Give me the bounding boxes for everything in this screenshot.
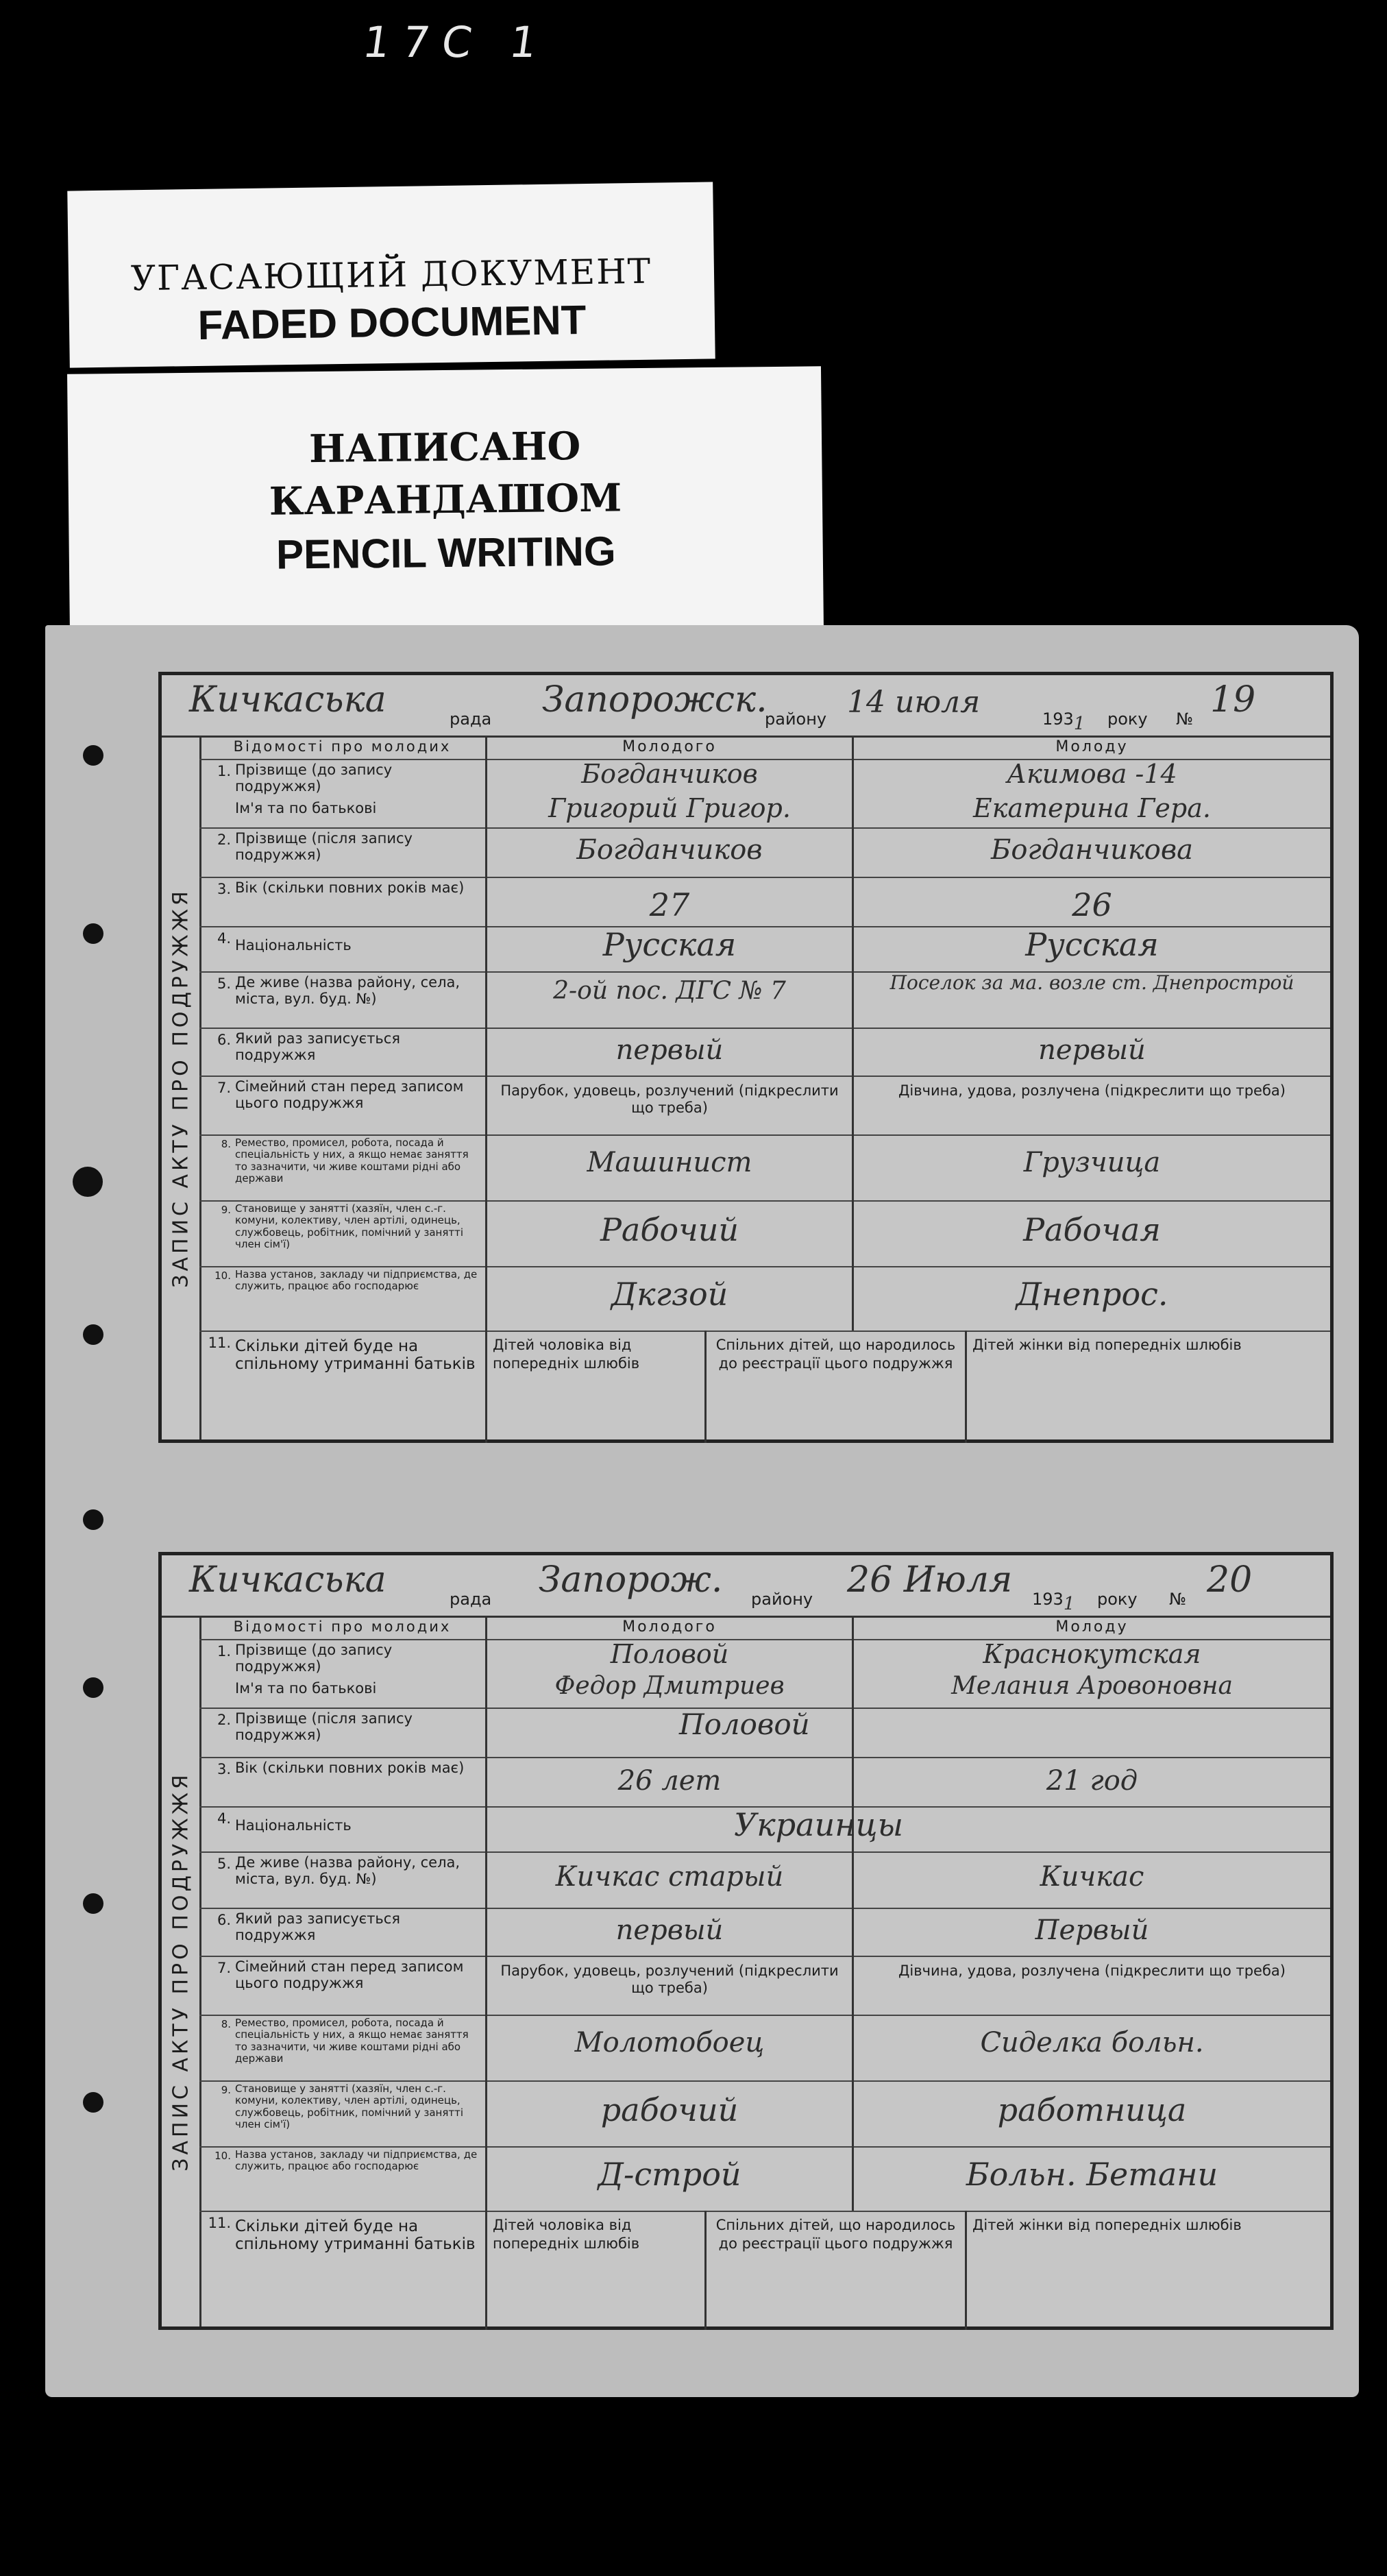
- rayon-label: району: [751, 1590, 813, 1609]
- bride-age: 21 год: [1046, 1765, 1138, 1797]
- row-q2: 2. Прізвище (після запису подружжя) Половой: [199, 1708, 1330, 1758]
- bride-surname-before: Краснокутская: [983, 1639, 1201, 1669]
- row-q11: 11. Скільки дітей буде на спільному утриманні батьків Дітей чоловіка від попередніх шлюбів Спільних дітей, що народилось до реєстрації цього подружжя Дітей жінки від попередніх шлюбів: [199, 1330, 1330, 1443]
- row-q10: 10. Назва установ, закладу чи підприємства, де служить, працює або господарює Дкгзой Днепрос.: [199, 1266, 1330, 1332]
- groom-children-prev: Дітей чоловіка від попередніх шлюбів: [487, 2211, 707, 2330]
- bride-name: Екатерина Гера.: [973, 793, 1211, 823]
- faded-label-ru: УГАСАЮЩИЙ ДОКУМЕНТ: [130, 251, 652, 299]
- binding-hole: [83, 2092, 103, 2113]
- column-header-row: [199, 736, 1330, 760]
- q6-label: Який раз записується подружжя: [235, 1910, 400, 1944]
- year-label: 193 1: [1032, 1590, 1075, 1614]
- date-handwritten: 26 Июля: [847, 1559, 1013, 1601]
- groom-marital-options: Парубок, удовець, розлучений (підкреслити що треба): [487, 1076, 854, 1134]
- groom-marital-options: Парубок, удовець, розлучений (підкреслити що треба): [487, 1956, 854, 2015]
- row-q9: 9. Становище у занятті (хазяїн, член с.-г. комуни, колективу, член артілі, одинець, службовець, робітник, помічний у занятті член сім'ї) Рабочий Рабочая: [199, 1200, 1330, 1267]
- record-number: 19: [1210, 679, 1256, 720]
- groom-surname-after: Половой: [679, 1708, 810, 1741]
- bride-workplace: Днепрос.: [1016, 1276, 1168, 1313]
- binding-hole: [73, 1167, 103, 1197]
- binding-hole: [83, 923, 103, 944]
- joint-children: Спільних дітей, що народилось до реєстрації цього подружжя: [707, 2211, 967, 2330]
- rayon-handwritten: Запорожск.: [542, 679, 768, 720]
- row-q5: 5. Де живе (назва району, села, міста, вул. буд. №) 2-ой пос. ДГС № 7 Поселок за ма. возле ст. Днепрострой: [199, 971, 1330, 1029]
- record-header: [162, 1555, 1330, 1618]
- row-q11: 11. Скільки дітей буде на спільному утриманні батьків Дітей чоловіка від попередніх шлюбів Спільних дітей, що народилось до реєстрації цього подружжя Дітей жінки від попередніх шлюбів: [199, 2211, 1330, 2330]
- q3-label: Вік (скільки повних років має): [235, 879, 465, 896]
- column-header-row: [199, 1616, 1330, 1640]
- binding-hole: [83, 1677, 103, 1698]
- q1b-label: Ім'я та по батькові: [235, 1680, 377, 1697]
- groom-children-prev: Дітей чоловіка від попередніх шлюбів: [487, 1330, 707, 1443]
- groom-status: рабочий: [600, 2091, 739, 2128]
- record-grid: [199, 1616, 1330, 2326]
- side-label: ЗАПИС АКТУ ПРО ПОДРУЖЖЯ: [162, 1616, 201, 2326]
- record-header: [162, 675, 1330, 738]
- q3-label: Вік (скільки повних років має): [235, 1760, 465, 1776]
- date-handwritten: 14 июля: [847, 685, 981, 720]
- row-q7: 7. Сімейний стан перед записом цього подружжя Парубок, удовець, розлучений (підкреслити що треба) Дівчина, удова, розлучена (підкреслити що треба): [199, 1076, 1330, 1136]
- groom-nationality: Русская: [602, 926, 737, 963]
- q1-label: Прізвище (до запису подружжя): [235, 762, 393, 795]
- groom-workplace: Д-строй: [598, 2156, 741, 2193]
- binding-hole: [83, 1324, 103, 1345]
- row-q9: 9. Становище у занятті (хазяїн, член с.-г. комуни, колективу, член артілі, одинець, службовець, робітник, помічний у занятті член сім'ї) рабочий работница: [199, 2080, 1330, 2148]
- rayon-label: району: [765, 709, 827, 729]
- bride-address: Кичкас: [1040, 1861, 1144, 1893]
- groom-workplace: Дкгзой: [611, 1276, 728, 1313]
- q4-label: Національність: [235, 937, 352, 953]
- groom-name: Григорий Григор.: [548, 793, 791, 823]
- number-sign: №: [1169, 1590, 1186, 1609]
- pencil-label-ru-2: КАРАНДАШОМ: [269, 475, 622, 524]
- groom-times: первый: [615, 1034, 724, 1066]
- bride-occupation: Сиделка больн.: [980, 2027, 1204, 2058]
- bride-nationality: Русская: [1025, 926, 1159, 963]
- col-groom: Молодого: [487, 1616, 854, 1639]
- bride-workplace: Больн. Бетани: [966, 2156, 1218, 2193]
- binding-hole: [83, 1509, 103, 1530]
- bride-children-prev: Дітей жінки від попередніх шлюбів: [972, 1337, 1242, 1353]
- bride-age: 26: [1072, 886, 1112, 923]
- groom-surname-before: Половой: [610, 1639, 729, 1669]
- q5-label: Де живе (назва району, села, міста, вул. буд. №): [235, 974, 461, 1008]
- bride-address: Поселок за ма. возле ст. Днепрострой: [889, 971, 1294, 994]
- bride-times: первый: [1038, 1034, 1146, 1066]
- record-grid: [199, 736, 1330, 1439]
- groom-address: 2-ой пос. ДГС № 7: [553, 977, 786, 1005]
- row-q7: 7. Сімейний стан перед записом цього подружжя Парубок, удовець, розлучений (підкреслити що треба) Дівчина, удова, розлучена (підкреслити що треба): [199, 1956, 1330, 2016]
- pencil-label-ru-1: НАПИСАНО: [308, 423, 581, 472]
- q9-label: Становище у занятті (хазяїн, член с.-г. комуни, колективу, член артілі, одинець, службовець, робітник, помічний у занятті член сім'ї): [235, 2082, 464, 2130]
- q8-label: Ремество, промисел, робота, посада й спеціальність у них, а якщо немає заняття то зазначити, чи живе коштами рідні або держави: [235, 1137, 469, 1184]
- row-q6: 6. Який раз записується подружжя первый первый: [199, 1028, 1330, 1077]
- col-bride: Молоду: [1055, 738, 1129, 755]
- q11-label: Скільки дітей буде на спільному утриманні батьків: [235, 2217, 476, 2254]
- col-questions: Відомості про молодих: [199, 736, 487, 759]
- col-groom: Молодого: [487, 736, 854, 759]
- groom-surname-after: Богданчиков: [576, 834, 763, 866]
- q7-label: Сімейний стан перед записом цього подружжя: [235, 1958, 464, 1992]
- q10-label: Назва установ, закладу чи підприємства, де служить, працює або господарює: [235, 2148, 478, 2173]
- number-sign: №: [1176, 709, 1193, 729]
- groom-age: 26 лет: [617, 1765, 722, 1797]
- faded-document-label: [67, 182, 715, 367]
- groom-status: Рабочий: [600, 1211, 739, 1248]
- row-q6: 6. Який раз записується подружжя первый Первый: [199, 1908, 1330, 1957]
- rada-handwritten: Кичкаська: [189, 679, 386, 720]
- register-page: [45, 625, 1359, 2397]
- groom-name: Федор Дмитриев: [554, 1672, 785, 1700]
- row-q3: 3. Вік (скільки повних років має) 27 26: [199, 877, 1330, 927]
- col-questions: Відомості про молодих: [199, 1616, 487, 1639]
- q11-label: Скільки дітей буде на спільному утриманні батьків: [235, 1337, 476, 1374]
- roku-label: року: [1107, 709, 1148, 729]
- row-q4: 4. Національність Русская Русская: [199, 926, 1330, 973]
- bride-name: Мелания Аровоновна: [951, 1672, 1233, 1700]
- pencil-writing-label: [67, 366, 824, 637]
- nationality: Украинцы: [734, 1806, 904, 1843]
- roku-label: року: [1097, 1590, 1138, 1609]
- binding-hole: [83, 1893, 103, 1914]
- row-q8: 8. Ремество, промисел, робота, посада й спеціальність у них, а якщо немає заняття то зазначити, чи живе коштами рідні або держави Машинист Грузчица: [199, 1134, 1330, 1202]
- record-number: 20: [1207, 1559, 1253, 1601]
- bride-status: Рабочая: [1023, 1211, 1161, 1248]
- row-q10: 10. Назва установ, закладу чи підприємства, де служить, працює або господарює Д-строй Больн. Бетани: [199, 2146, 1330, 2212]
- bride-marital-options: Дівчина, удова, розлучена (підкреслити що треба): [898, 1082, 1286, 1099]
- q5-label: Де живе (назва району, села, міста, вул. буд. №): [235, 1854, 461, 1888]
- row-q1: 1. Прізвище (до запису подружжя) Ім'я та по батькові Богданчиков Григорий Григор. Акимова -14 Екатерина Гера.: [199, 759, 1330, 829]
- q10-label: Назва установ, закладу чи підприємства, де служить, працює або господарює: [235, 1268, 478, 1293]
- bride-occupation: Грузчица: [1023, 1147, 1161, 1178]
- rada-label: рада: [450, 1590, 492, 1609]
- q8-label: Ремество, промисел, робота, посада й спеціальність у них, а якщо немає заняття то зазначити, чи живе коштами рідні або держави: [235, 2017, 469, 2065]
- side-label: ЗАПИС АКТУ ПРО ПОДРУЖЖЯ: [162, 736, 201, 1439]
- binding-hole: [83, 745, 103, 766]
- row-q2: 2. Прізвище (після запису подружжя) Богданчиков Богданчикова: [199, 827, 1330, 878]
- rada-label: рада: [450, 709, 492, 729]
- year-label: 193 1: [1042, 709, 1085, 734]
- q1b-label: Ім'я та по батькові: [235, 800, 377, 817]
- q4-label: Національність: [235, 1817, 352, 1834]
- bride-children-prev: Дітей жінки від попередніх шлюбів: [972, 2217, 1242, 2233]
- q9-label: Становище у занятті (хазяїн, член с.-г. комуни, колективу, член артілі, одинець, службовець, робітник, помічний у занятті член сім'ї): [235, 1202, 464, 1250]
- joint-children: Спільних дітей, що народилось до реєстрації цього подружжя: [707, 1330, 967, 1443]
- marriage-record-20: [158, 1552, 1334, 2330]
- pencil-label-en: PENCIL WRITING: [275, 528, 616, 578]
- q7-label: Сімейний стан перед записом цього подружжя: [235, 1078, 464, 1112]
- bride-surname-before: Акимова -14: [1007, 759, 1177, 789]
- archive-number: 17C 1: [359, 17, 553, 67]
- groom-times: первый: [615, 1915, 724, 1946]
- rayon-handwritten: Запорож.: [539, 1559, 723, 1601]
- groom-address: Кичкас старый: [555, 1861, 784, 1893]
- groom-occupation: Молотобоец: [574, 2027, 765, 2058]
- row-q1: 1. Прізвище (до запису подружжя) Ім'я та по батькові Половой Федор Дмитриев Краснокутская Мелания Аровоновна: [199, 1639, 1330, 1709]
- col-bride: Молоду: [1055, 1618, 1129, 1636]
- q6-label: Який раз записується подружжя: [235, 1030, 400, 1064]
- faded-label-en: FADED DOCUMENT: [197, 297, 587, 348]
- q2-label: Прізвище (після запису подружжя): [235, 830, 413, 864]
- bride-surname-after: Богданчикова: [991, 834, 1193, 866]
- q2-label: Прізвище (після запису подружжя): [235, 1710, 413, 1744]
- row-q4: 4. Національність Украинцы: [199, 1806, 1330, 1853]
- q1-label: Прізвище (до запису подружжя): [235, 1642, 393, 1675]
- groom-age: 27: [649, 886, 690, 923]
- groom-surname-before: Богданчиков: [581, 759, 758, 789]
- row-q5: 5. Де живе (назва району, села, міста, вул. буд. №) Кичкас старый Кичкас: [199, 1851, 1330, 1909]
- bride-marital-options: Дівчина, удова, розлучена (підкреслити що треба): [898, 1963, 1286, 1979]
- bride-times: Первый: [1035, 1915, 1149, 1946]
- bride-status: работница: [997, 2091, 1187, 2128]
- rada-handwritten: Кичкаська: [189, 1559, 386, 1601]
- row-q8: 8. Ремество, промисел, робота, посада й спеціальність у них, а якщо немає заняття то зазначити, чи живе коштами рідні або держави Молотобоец Сиделка больн.: [199, 2015, 1330, 2082]
- marriage-record-19: [158, 672, 1334, 1443]
- groom-occupation: Машинист: [587, 1147, 752, 1178]
- row-q3: 3. Вік (скільки повних років має) 26 лет 21 год: [199, 1757, 1330, 1808]
